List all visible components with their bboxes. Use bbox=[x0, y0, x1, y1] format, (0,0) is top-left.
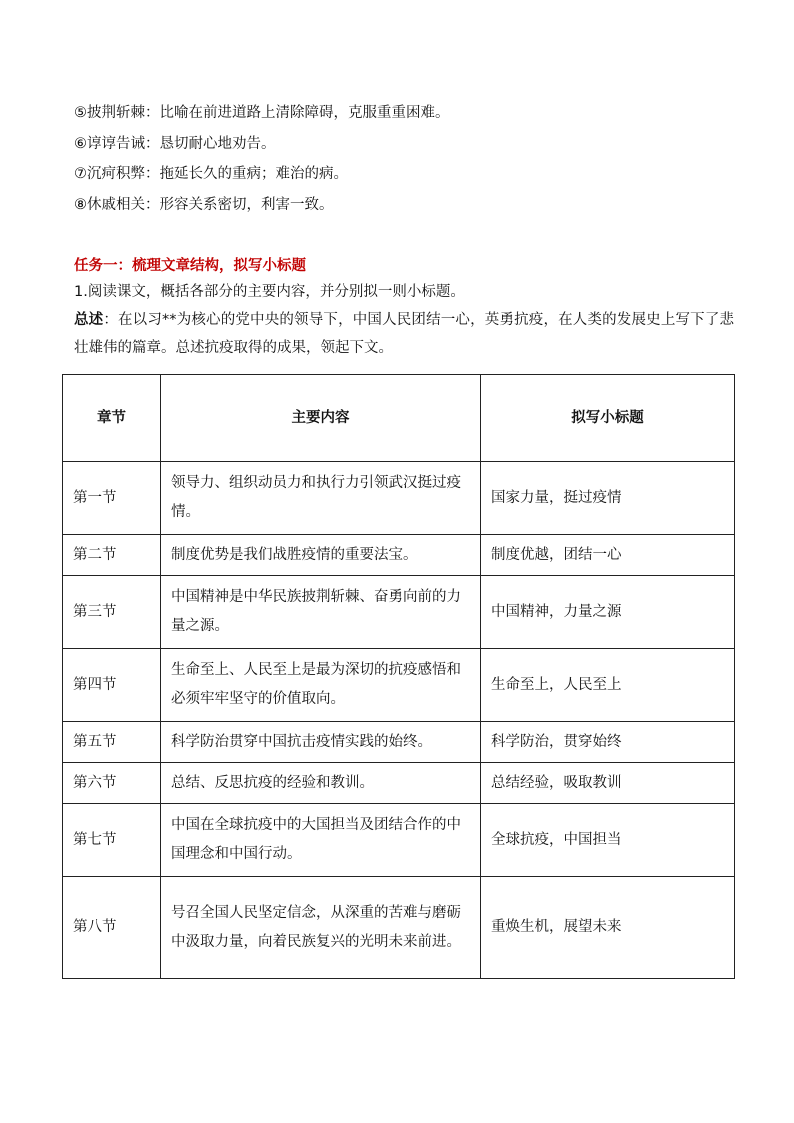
row-subtitle: 制度优越，团结一心 bbox=[481, 535, 735, 576]
row-subtitle: 重焕生机，展望未来 bbox=[481, 877, 735, 979]
vocab-item: ⑤披荆斩棘：比喻在前进道路上清除障碍，克服重重困难。 bbox=[74, 105, 450, 121]
task-title: 任务一：梳理文章结构，拟写小标题 bbox=[74, 258, 306, 274]
header-subtitle: 拟写小标题 bbox=[481, 375, 735, 462]
row-content: 领导力、组织动员力和执行力引领武汉挺过疫情。 bbox=[161, 462, 481, 535]
summary-lead: 总述 bbox=[74, 312, 104, 328]
row-section: 第七节 bbox=[63, 804, 161, 877]
vocab-item: ⑥谆谆告诫：恳切耐心地劝告。 bbox=[74, 135, 276, 152]
table-row bbox=[63, 877, 735, 979]
row-subtitle: 生命至上，人民至上 bbox=[481, 649, 735, 722]
row-subtitle: 总结经验，吸取教训 bbox=[481, 763, 735, 804]
row-content: 生命至上、人民至上是最为深切的抗疫感悟和必须牢牢坚守的价值取向。 bbox=[161, 649, 481, 722]
row-content: 总结、反思抗疫的经验和教训。 bbox=[161, 763, 481, 804]
summary-paragraph bbox=[74, 306, 734, 362]
table-row bbox=[63, 576, 735, 649]
row-section: 第一节 bbox=[63, 462, 161, 535]
row-subtitle: 全球抗疫，中国担当 bbox=[481, 804, 735, 877]
row-content: 号召全国人民坚定信念，从深重的苦难与磨砺中汲取力量，向着民族复兴的光明未来前进。 bbox=[161, 877, 481, 979]
row-content: 中国在全球抗疫中的大国担当及团结合作的中国理念和中国行动。 bbox=[161, 804, 481, 877]
table-row bbox=[63, 649, 735, 722]
row-section: 第八节 bbox=[63, 877, 161, 979]
table-row bbox=[63, 722, 735, 763]
vocab-item: ⑧休戚相关：形容关系密切，利害一致。 bbox=[74, 196, 334, 213]
vocabulary-list bbox=[74, 98, 734, 220]
row-subtitle: 国家力量，挺过疫情 bbox=[481, 462, 735, 535]
row-section: 第六节 bbox=[63, 763, 161, 804]
table-row bbox=[63, 462, 735, 535]
table-row bbox=[63, 763, 735, 804]
summary-text: ：在以习**为核心的党中央的领导下，中国人民团结一心，英勇抗疫，在人类的发展史上写下了悲壮雄伟的篇章。总述抗疫取得的成果，领起下文。 bbox=[74, 312, 734, 356]
header-content: 主要内容 bbox=[161, 375, 481, 462]
table-row bbox=[63, 804, 735, 877]
table-row bbox=[63, 535, 735, 576]
row-content: 科学防治贯穿中国抗击疫情实践的始终。 bbox=[161, 722, 481, 763]
structure-table bbox=[62, 374, 735, 979]
row-section: 第二节 bbox=[63, 535, 161, 576]
table-header-row bbox=[63, 375, 735, 462]
row-section: 第三节 bbox=[63, 576, 161, 649]
row-subtitle: 中国精神，力量之源 bbox=[481, 576, 735, 649]
task-question: 1.阅读课文，概括各部分的主要内容，并分别拟一则小标题。 bbox=[74, 284, 465, 300]
row-subtitle: 科学防治，贯穿始终 bbox=[481, 722, 735, 763]
task-section bbox=[74, 254, 734, 362]
row-section: 第五节 bbox=[63, 722, 161, 763]
row-content: 中国精神是中华民族披荆斩棘、奋勇向前的力量之源。 bbox=[161, 576, 481, 649]
row-content: 制度优势是我们战胜疫情的重要法宝。 bbox=[161, 535, 481, 576]
row-section: 第四节 bbox=[63, 649, 161, 722]
vocab-item: ⑦沉疴积弊：拖延长久的重病；难治的病。 bbox=[74, 166, 348, 182]
header-section: 章节 bbox=[63, 375, 161, 462]
